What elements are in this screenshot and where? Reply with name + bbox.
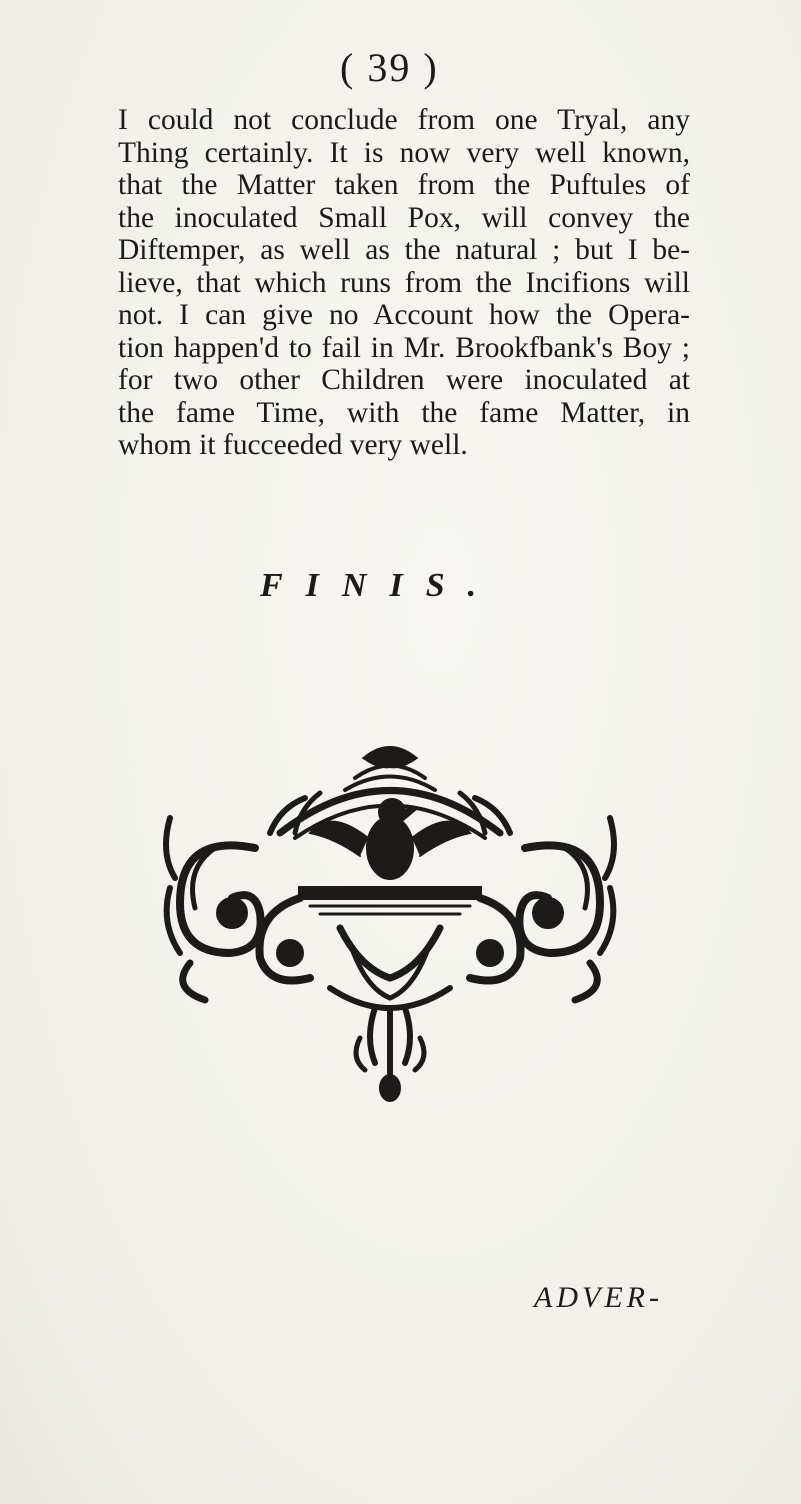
finis-heading: FINIS.: [260, 567, 500, 604]
text-line: whom it fucceeded very well.: [118, 429, 468, 461]
text-line: the fame Time, with the fame Matter, in: [118, 396, 690, 429]
page-number: ( 39 ): [340, 45, 439, 90]
text-line: I could not conclude from one Tryal, any: [118, 104, 690, 136]
text-line: that the Matter taken from the Puftules of: [118, 169, 690, 201]
text-line: for two other Children were inoculated at: [118, 364, 690, 396]
catchword: ADVER-: [534, 1281, 663, 1314]
text-line: not. I can give no Account how the Opera-: [118, 299, 690, 331]
eagle-scroll-ornament-icon: [160, 738, 620, 1108]
body-text: [118, 104, 690, 462]
text-line: the inoculated Small Pox, will convey the: [118, 201, 690, 234]
text-line: tion happen'd to fail in Mr. Brookfbank's Boy ;: [118, 331, 690, 364]
text-line: Thing certainly. It is now very well known,: [118, 136, 690, 169]
text-line: Diftemper, as well as the natural ; but I be-: [118, 234, 690, 266]
text-line: lieve, that which runs from the Incifions will: [118, 266, 690, 299]
